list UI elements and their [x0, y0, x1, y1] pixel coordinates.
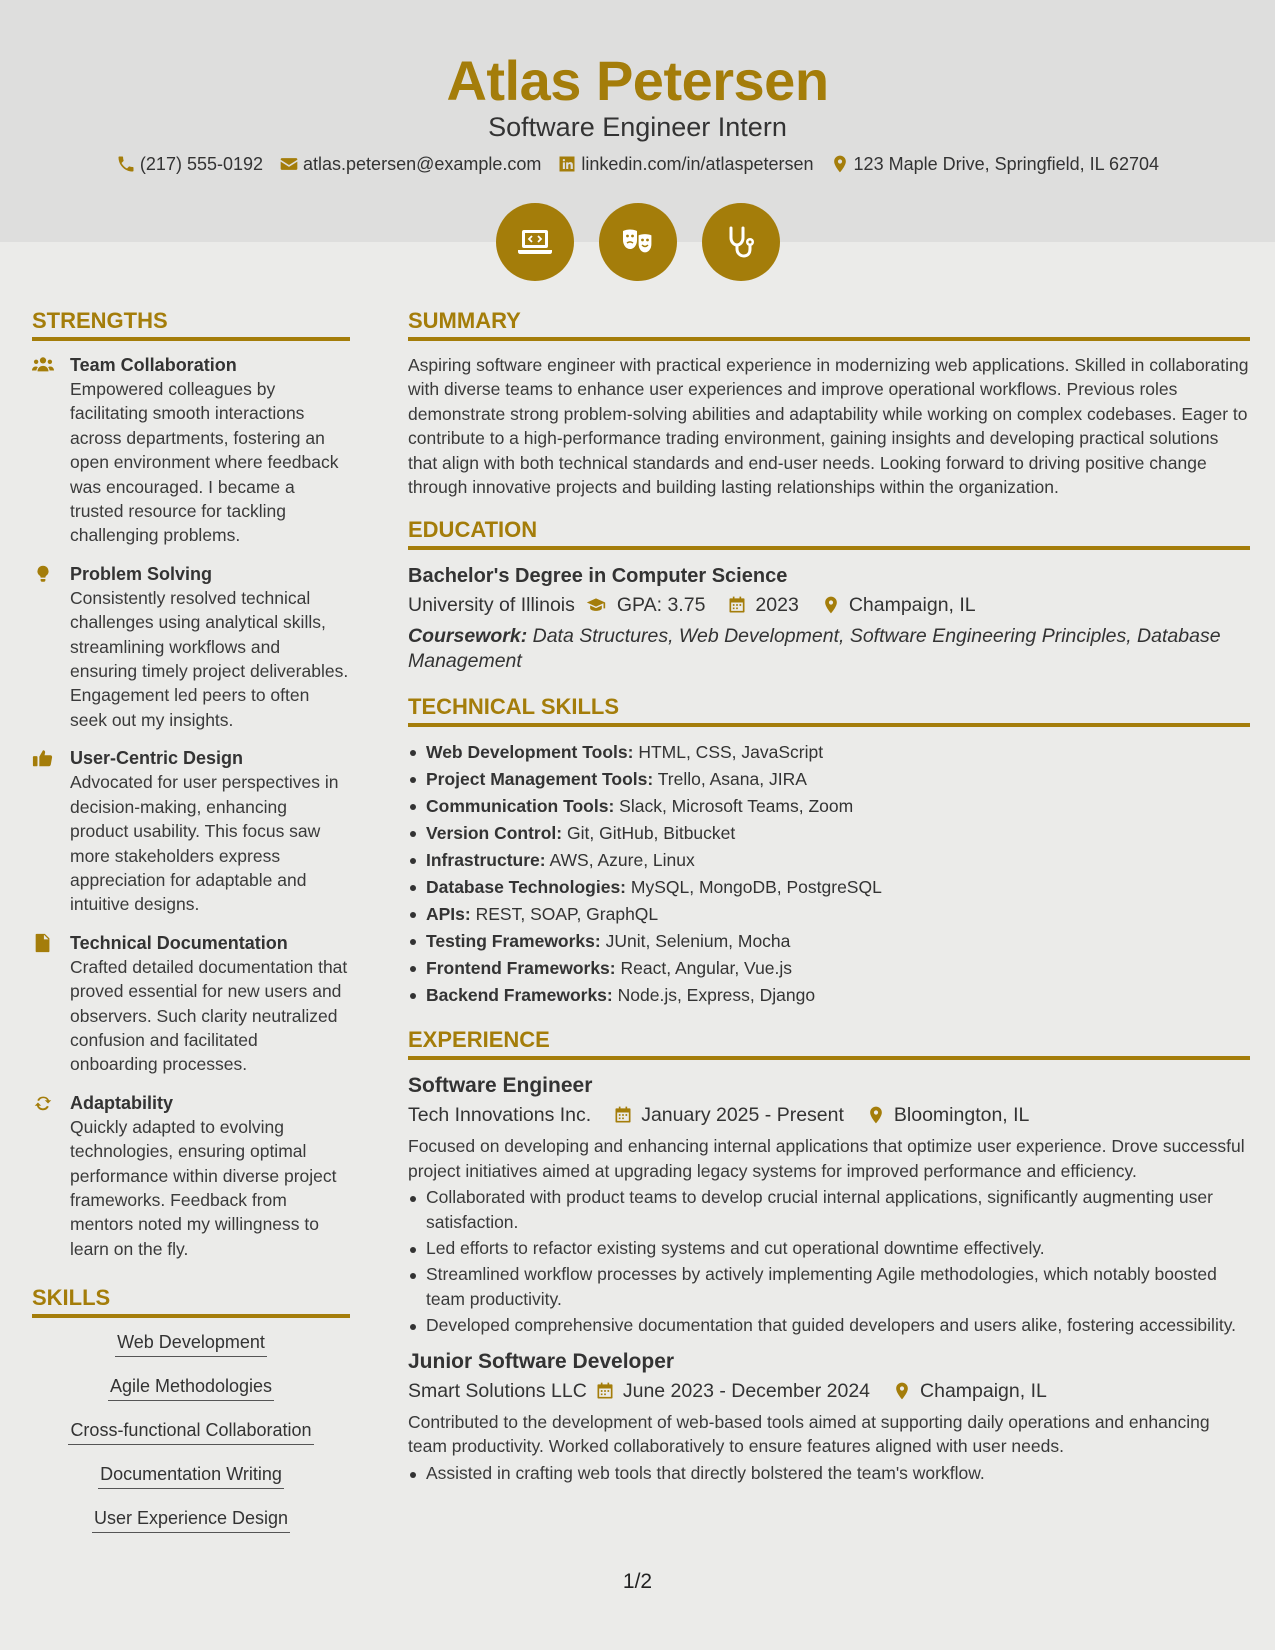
left-column: [32, 306, 350, 1550]
skills-heading: SKILLS: [32, 1283, 350, 1318]
strength-text: Consistently resolved technical challenges using analytical skills, streamlining workflows and ensuring timely project deliverables. Engagement led peers to often seek out my insights.: [70, 587, 349, 730]
job-dates: June 2023 - December 2024: [622, 1379, 871, 1402]
page-number: 1/2: [622, 1570, 653, 1593]
job-bullets: [408, 1461, 1250, 1485]
strengths-heading: STRENGTHS: [32, 306, 350, 341]
list-item: Led efforts to refactor existing systems and cut operational downtime effectively.: [408, 1236, 1250, 1260]
sync-icon: [32, 1093, 54, 1113]
skill-label: Web Development Tools:: [426, 742, 634, 763]
document-icon: [32, 933, 54, 953]
education-heading: EDUCATION: [408, 515, 1250, 550]
skill-value: MySQL, MongoDB, PostgreSQL: [630, 877, 882, 898]
thumbs-up-icon: [32, 748, 54, 768]
map-marker-icon: [892, 1381, 912, 1401]
envelope-icon: [279, 154, 299, 174]
strength-item: [32, 353, 350, 548]
job-description: Contributed to the development of web-based tools aimed at supporting daily operations and enhancing team productivity. Worked collaboratively to ensure features aligned with user needs.: [408, 1411, 1210, 1457]
coursework-text: Data Structures, Web Development, Software Engineering Principles, Database Management: [408, 625, 1221, 673]
skill-label: Backend Frameworks:: [426, 985, 613, 1006]
strength-item: [32, 931, 350, 1077]
summary-text: Aspiring software engineer with practical experience in modernizing web applications. Skilled in collaborating with diverse teams to enhance user experiences and improve operational workflows. Previous roles demonstrate strong problem-solving abilities and adaptability while working on complex codebases. Eager to contribute to a high-performance trading environment, gaining insights and developing practical solutions that align with both technical standards and end-user needs. Looking forward to driving positive change through innovative projects and building lasting relationships within the organization.: [408, 355, 1249, 498]
skill-value: Slack, Microsoft Teams, Zoom: [619, 796, 854, 817]
interest-badges: [0, 203, 1275, 281]
candidate-name: Atlas Petersen: [446, 49, 829, 112]
right-column: [408, 306, 1250, 1495]
list-item: Assisted in crafting web tools that directly bolstered the team's workflow.: [408, 1461, 1250, 1485]
job-meta: [408, 1100, 1250, 1130]
job-entry: [408, 1072, 1250, 1337]
skill-value: Trello, Asana, JIRA: [657, 769, 807, 790]
list-item: Developed comprehensive documentation that guided developers and users alike, fostering accessibility.: [408, 1313, 1250, 1337]
list-item: [408, 820, 1250, 847]
skills-list: [32, 1330, 350, 1550]
job-meta: [408, 1376, 1250, 1406]
education-location: Champaign, IL: [848, 594, 976, 617]
education-meta: [408, 590, 1250, 620]
calendar-icon: [613, 1105, 633, 1125]
map-marker-icon: [866, 1105, 886, 1125]
skill-label: Testing Frameworks:: [426, 931, 601, 952]
strength-item: [32, 746, 350, 916]
skill-label: Communication Tools:: [426, 796, 615, 817]
job-title: Junior Software Developer: [408, 1349, 675, 1373]
map-marker-icon: [821, 595, 841, 615]
skill-value: AWS, Azure, Linux: [549, 850, 695, 871]
skill-item: Cross-functional Collaboration: [68, 1418, 313, 1445]
contact-linkedin[interactable]: [557, 151, 813, 177]
skill-label: Frontend Frameworks:: [426, 958, 616, 979]
skill-label: Version Control:: [426, 823, 563, 844]
laptop-code-badge: [496, 203, 574, 281]
skill-label: Project Management Tools:: [426, 769, 654, 790]
laptop-code-icon: [515, 222, 555, 262]
stethoscope-badge: [702, 203, 780, 281]
email-text: atlas.petersen@example.com: [303, 154, 542, 174]
list-item: [408, 874, 1250, 901]
coursework-label: Coursework:: [408, 625, 528, 648]
stethoscope-icon: [721, 222, 761, 262]
skill-value: React, Angular, Vue.js: [620, 958, 793, 979]
contact-address: [830, 151, 1160, 177]
company-name: Smart Solutions LLC: [408, 1379, 587, 1402]
skill-label: Database Technologies:: [426, 877, 627, 898]
skill-item: User Experience Design: [92, 1506, 290, 1533]
list-item: [408, 766, 1250, 793]
degree-title: Bachelor's Degree in Computer Science: [408, 565, 788, 588]
contact-row: [0, 151, 1275, 177]
skill-value: REST, SOAP, GraphQL: [475, 904, 659, 925]
technical-skills-heading: TECHNICAL SKILLS: [408, 692, 1250, 727]
job-dates: January 2025 - Present: [641, 1104, 844, 1127]
skill-value: Git, GitHub, Bitbucket: [567, 823, 736, 844]
skill-value: JUnit, Selenium, Mocha: [605, 931, 791, 952]
skill-label: APIs:: [426, 904, 471, 925]
coursework: [408, 624, 1250, 674]
experience-heading: EXPERIENCE: [408, 1025, 1250, 1060]
graduation-cap-icon: [583, 595, 609, 615]
resume-header: [0, 0, 1275, 242]
list-item: Streamlined workflow processes by actively implementing Agile methodologies, which notably boosted team productivity.: [408, 1262, 1250, 1311]
map-marker-icon: [830, 154, 850, 174]
job-bullets: [408, 1185, 1250, 1337]
strength-item: [32, 562, 350, 732]
linkedin-icon: [557, 154, 577, 174]
list-item: [408, 901, 1250, 928]
graduation-year: 2023: [755, 594, 799, 617]
users-icon: [32, 355, 54, 375]
candidate-title: Software Engineer Intern: [488, 112, 787, 142]
skill-item: Agile Methodologies: [108, 1374, 274, 1401]
list-item: [408, 955, 1250, 982]
strength-text: Crafted detailed documentation that proved essential for new users and observers. Such clarity neutralized confusion and facilitated onboarding processes.: [70, 956, 348, 1075]
school-name: University of Illinois: [408, 594, 575, 617]
skill-item: Web Development: [115, 1330, 267, 1357]
list-item: [408, 847, 1250, 874]
list-item: [408, 739, 1250, 766]
technical-skills-list: [408, 739, 1250, 1009]
address-text: 123 Maple Drive, Springfield, IL 62704: [853, 154, 1160, 174]
gpa-text: GPA: 3.75: [616, 594, 706, 617]
strength-title: Technical Documentation: [70, 932, 288, 953]
calendar-icon: [727, 595, 747, 615]
skill-value: Node.js, Express, Django: [617, 985, 816, 1006]
company-name: Tech Innovations Inc.: [408, 1104, 592, 1127]
lightbulb-icon: [32, 564, 54, 584]
strength-title: Team Collaboration: [70, 355, 237, 375]
strength-title: Adaptability: [70, 1092, 174, 1113]
strength-title: User-Centric Design: [70, 748, 244, 769]
job-entry: [408, 1348, 1250, 1485]
strength-text: Quickly adapted to evolving technologies, ensuring optimal performance within diverse project frameworks. Feedback from mentors noted my willingness to learn on the fly.: [70, 1116, 337, 1259]
list-item: [408, 982, 1250, 1009]
contact-email[interactable]: [279, 151, 541, 177]
list-item: Collaborated with product teams to develop crucial internal applications, significantly augmenting user satisfaction.: [408, 1185, 1250, 1234]
strength-text: Advocated for user perspectives in decision-making, enhancing product usability. This focus saw more stakeholders express appreciation for adaptable and intuitive designs.: [70, 772, 339, 915]
job-location: Champaign, IL: [920, 1379, 1047, 1402]
skill-value: HTML, CSS, JavaScript: [638, 742, 824, 763]
calendar-icon: [595, 1381, 615, 1401]
theater-masks-icon: [618, 222, 658, 262]
theater-masks-badge: [599, 203, 677, 281]
list-item: [408, 928, 1250, 955]
skill-label: Infrastructure:: [426, 850, 546, 871]
list-item: [408, 793, 1250, 820]
job-location: Bloomington, IL: [893, 1104, 1030, 1127]
linkedin-text: linkedin.com/in/atlaspetersen: [581, 154, 814, 174]
strength-text: Empowered colleagues by facilitating smooth interactions across departments, fostering an open environment where feedback was encouraged. I became a trusted resource for tackling challenging problems.: [70, 379, 339, 546]
phone-text: (217) 555-0192: [139, 154, 264, 174]
contact-phone[interactable]: [116, 151, 263, 177]
strength-title: Problem Solving: [70, 563, 213, 584]
phone-icon: [116, 154, 136, 174]
job-title: Software Engineer: [408, 1074, 593, 1098]
skill-item: Documentation Writing: [98, 1462, 284, 1489]
summary-heading: SUMMARY: [408, 306, 1250, 341]
job-description: Focused on developing and enhancing internal applications that optimize user experience. Drove successful project initiatives aimed at upgrading legacy systems for improved performance and efficiency.: [408, 1136, 1245, 1181]
strength-item: [32, 1091, 350, 1261]
